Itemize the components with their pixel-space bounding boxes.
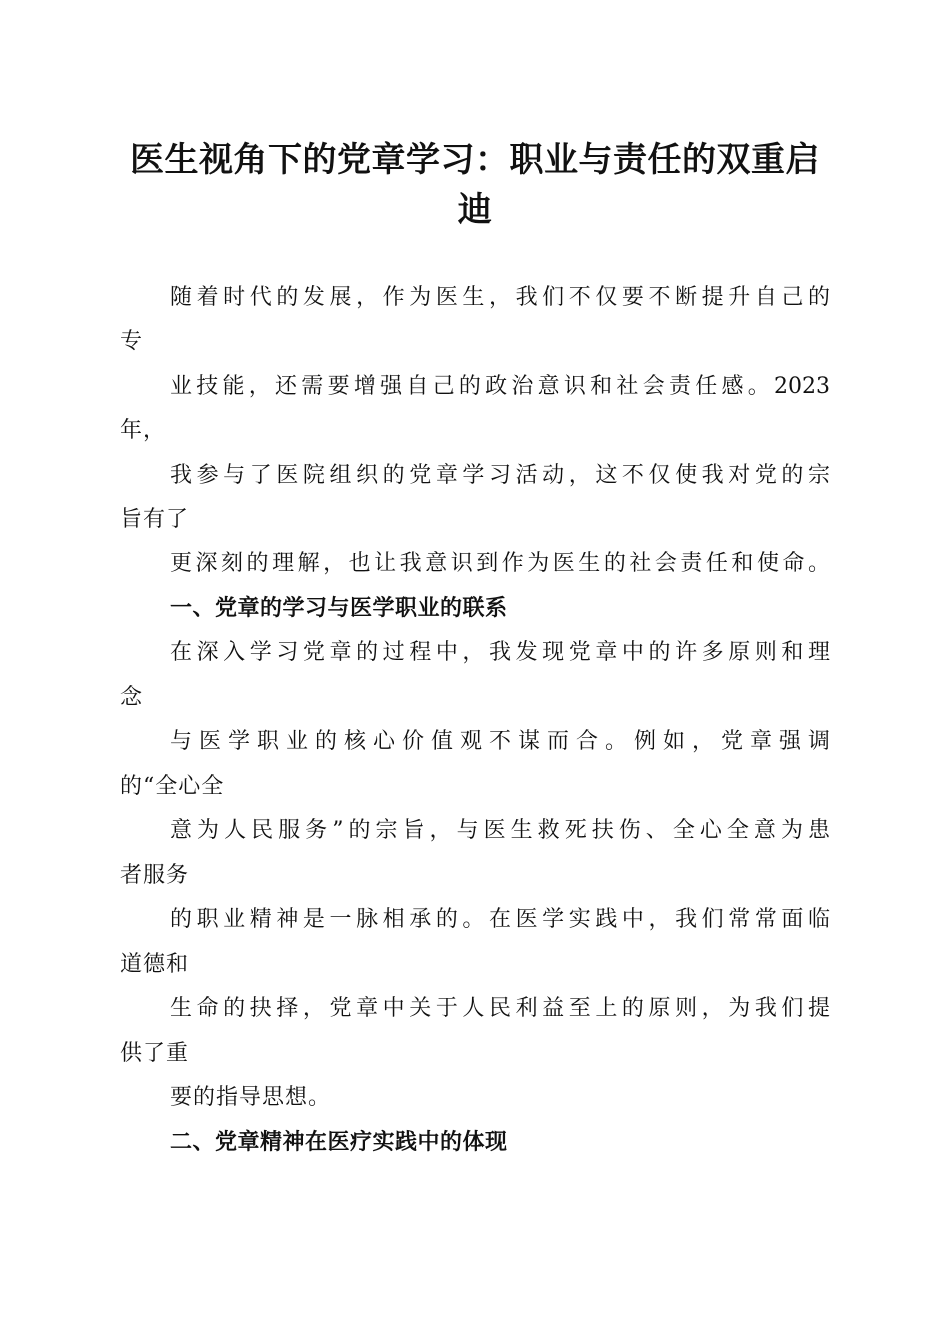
title-line-1: 医生视角下的党章学习：职业与责任的双重启 — [130, 140, 820, 180]
document-title — [120, 135, 830, 235]
title-line-2: 迪 — [457, 190, 493, 230]
paragraph-line: 在深入学习党章的过程中，我发现党章中的许多原则和理 — [170, 640, 830, 665]
paragraph-line: 年， — [120, 418, 167, 443]
section-heading: 二、党章精神在医疗实践中的体现 — [170, 1130, 508, 1155]
paragraph-line: 更深刻的理解，也让我意识到作为医生的社会责任和使命。 — [170, 551, 830, 576]
paragraph-line: 生命的抉择，党章中关于人民利益至上的原则，为我们提 — [170, 996, 830, 1021]
section-heading: 一、党章的学习与医学职业的联系 — [170, 596, 508, 621]
paragraph-line: 随着时代的发展，作为医生，我们不仅要不断提升自己的 — [170, 285, 830, 310]
paragraph-line: 道德和 — [120, 952, 190, 977]
paragraph-line: 与医学职业的核心价值观不谋而合。例如，党章强调 — [170, 729, 830, 754]
paragraph-line: 业技能，还需要增强自己的政治意识和社会责任感。2023 — [170, 374, 830, 399]
paragraph-line: 者服务 — [120, 863, 190, 888]
paragraph-line: 旨有了 — [120, 507, 190, 532]
paragraph-line: 我参与了医院组织的党章学习活动，这不仅使我对党的宗 — [170, 463, 830, 488]
paragraph-line: 念 — [120, 685, 144, 710]
paragraph-line: 意为人民服务”的宗旨，与医生救死扶伤、全心全意为患 — [170, 818, 830, 843]
paragraph-line: 供了重 — [120, 1041, 190, 1066]
paragraph-line: 要的指导思想。 — [170, 1085, 332, 1110]
paragraph-line: 的职业精神是一脉相承的。在医学实践中，我们常常面临 — [170, 907, 830, 932]
paragraph-line: 专 — [120, 329, 144, 354]
paragraph-line: 的“全心全 — [120, 774, 225, 799]
